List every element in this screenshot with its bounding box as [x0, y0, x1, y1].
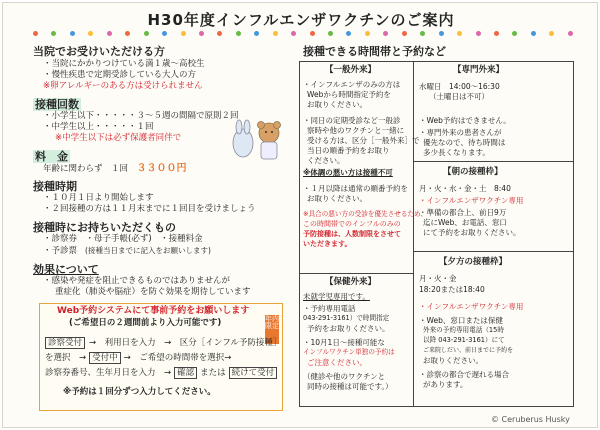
step-2-text-b: → ご希望の時間帯を選択→	[123, 353, 232, 363]
general-title: 【一般外来】	[325, 65, 377, 75]
general-line-4: ・同日の定期受診など一般診	[303, 116, 401, 125]
effect-line-2: 重症化（肺炎や脳症）を防ぐ効果を期待しています	[55, 287, 251, 297]
health-title: 【保健外来】	[325, 277, 377, 287]
step-confirm-label: 確認	[174, 367, 197, 379]
morning-title: 【朝の接種枠】	[443, 167, 503, 177]
evening-line-4: ・Web、窓口または保健	[419, 316, 503, 325]
step-reception-label: 診察受付	[45, 337, 85, 349]
specialist-line-2: （土曜日は不可）	[429, 92, 489, 101]
health-line-8: （健診や他のワクチンと	[303, 372, 386, 381]
morning-line-2: ・インフルエンザワクチン専用	[419, 196, 524, 205]
step-1-text: → 利用日を入力 → 区分［インフル予防接種］	[89, 338, 282, 348]
effect-line-1: ・感染や発症を阻止できるものではありませんが	[43, 276, 231, 286]
section-schedule-title: 接種できる時間帯と予約など	[303, 45, 446, 58]
fee-line: 年齢に関わらず １回	[43, 164, 137, 174]
guardian-note: ※中学生以下は必ず保護者同伴で	[55, 133, 182, 143]
schedule-divider-1	[413, 161, 574, 162]
schedule-divider-2	[413, 251, 574, 252]
step-open-label: 受付中	[89, 352, 121, 364]
page-title: H30年度インフルエンザワクチンのご案内	[147, 11, 455, 29]
specialist-line-6: 多少長くなります。	[423, 148, 490, 157]
step-2-text-a: を選択 →	[45, 353, 87, 363]
health-line-5: ・10月1日〜接種可能な	[303, 338, 385, 347]
health-line-7: ご注意ください。	[307, 358, 367, 367]
egg-allergy-note: ※卵アレルギーのある方は受けられません	[43, 81, 203, 91]
evening-line-8: お取りください。	[423, 356, 483, 365]
health-line-4: 予約をお取りください。	[307, 324, 390, 333]
bring-line-1: ・診察券 ・母子手帳(必ず) ・接種料金	[43, 234, 203, 244]
general-line-3: お取りください。	[307, 100, 367, 109]
schedule-divider-vertical	[413, 61, 414, 407]
evening-line-7: ご来院しだい、前日までに予約を	[423, 347, 514, 354]
period-line-2: ・２回接種の方は１１月末までに１回目を受けましょう	[43, 204, 256, 214]
schedule-divider-3	[299, 273, 413, 274]
health-line-2: ・予約専用電話	[303, 304, 356, 313]
section-fee-title: 料 金	[35, 150, 68, 163]
general-line-10: ・１月以降は通常の順番予約を	[303, 184, 408, 193]
morning-line-4: 迄にWeb、お電話、窓口	[423, 218, 507, 227]
general-restrict-2: この時間帯でのインフルのみの	[303, 220, 401, 228]
section-effect-title: 効果について	[33, 263, 99, 276]
period-line-1: ・１０月１日より開始します	[43, 193, 154, 203]
limited-badge: 年内限定	[265, 315, 279, 344]
notice-sheet	[2, 2, 598, 428]
doses-line-1: ・小学生以下・・・・・３〜５週の間隔で原則２回	[43, 111, 239, 121]
specialist-line-5: 優先なので、待ち時間は	[423, 138, 506, 147]
web-note: ※予約は１回分ずつ入力してください。	[63, 387, 216, 397]
morning-line-5: にて予約をお取りください。	[423, 228, 521, 237]
evening-line-1: 月・火・金	[419, 274, 457, 283]
web-box-title: Web予約システムにて事前予約をお願いします	[57, 306, 250, 316]
section-eligible-title: 当院でお受けいただける方	[33, 45, 165, 58]
general-restrict-3: 予防接種は、人数制限をさせて	[303, 230, 401, 238]
health-line-3: 043-291-3161）で時間指定	[303, 314, 390, 322]
web-box-subtitle: (ご希望日の２週間前より入力可能です)	[69, 318, 222, 328]
general-line-1: ・インフルエンザのみの方は	[303, 80, 401, 89]
evening-line-9: ・診察の都合で遅れる場合	[419, 370, 509, 379]
general-restrict-4: いただきます。	[303, 240, 352, 248]
evening-line-3: ・インフルエンザワクチン専用	[419, 302, 524, 311]
health-line-9: 同時の接種は可能です。）	[307, 382, 393, 391]
specialist-title: 【専門外来】	[453, 65, 505, 75]
section-bring-title: 接種時にお持ちいただくもの	[33, 221, 176, 234]
evening-line-2: 18:20または18:40	[419, 285, 485, 294]
general-line-11: お取りください。	[307, 194, 367, 203]
health-line-6: インフルワクチン単独の予約は	[303, 348, 395, 356]
decorative-dot-row	[33, 31, 573, 39]
general-line-5: 察時や他のワクチンと一緒に	[307, 126, 405, 135]
step-continue-label: 続けて受付	[229, 367, 278, 379]
evening-line-6: 以降 043-291-3161）にて	[423, 336, 505, 344]
bring-line-2: ・予診票	[43, 246, 78, 256]
evening-line-10: があります。	[423, 380, 468, 389]
general-line-8: ください。	[307, 156, 345, 165]
section-doses-title: 接種回数	[35, 98, 79, 111]
bring-line-2-note: (接種当日までに記入をお願いします)	[85, 246, 211, 255]
specialist-line-1: 水曜日 14:00〜16:30	[419, 82, 500, 91]
evening-line-5: 外来の予約専用電話（15時	[423, 326, 504, 334]
bear-mascot-illustration	[229, 119, 287, 161]
eligible-line-2: ・慢性疾患で定期受診している大人の方	[43, 70, 197, 80]
general-line-6: 受ける方は、区分［一般外来］で	[307, 136, 420, 145]
step-3-or: または	[200, 368, 226, 378]
general-line-7: 当日の順番予約をお取り	[307, 146, 390, 155]
specialist-line-3: ・Web予約はできません。	[419, 116, 511, 125]
general-line-2: Webから時間指定予約を	[307, 90, 391, 99]
specialist-line-4: ・専門外来の患者さんが	[419, 128, 502, 137]
general-line-9: ※体調の悪い方は接種不可	[303, 168, 393, 177]
health-line-1: 未就学児専用です。	[303, 292, 370, 301]
section-period-title: 接種時期	[33, 180, 77, 193]
eligible-line-1: ・当院にかかりつけている満１歳〜高校生	[43, 59, 205, 69]
morning-line-3: ・準備の都合上、前日9万	[419, 208, 507, 217]
evening-title: 【夕方の接種枠】	[439, 257, 508, 267]
doses-line-2: ・中学生以上・・・・・１回	[43, 122, 154, 132]
fee-price: ３３００円	[136, 163, 187, 174]
copyright-watermark: © Ceruberus Husky	[491, 415, 570, 424]
step-3-text-a: 診察券番号、生年月日を入力 →	[45, 368, 172, 378]
general-restrict-1: ※具合の悪い方の受診を優先させるため、	[303, 210, 427, 218]
morning-line-1: 月・火・水・金・土 8:40	[419, 184, 511, 193]
